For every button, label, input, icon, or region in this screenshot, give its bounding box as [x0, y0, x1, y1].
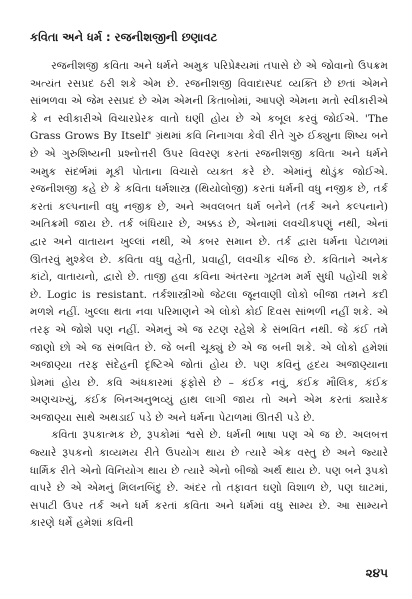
page-number: ૨૪૫ — [365, 566, 388, 580]
paragraph-1: રજનીશજી કવિતા અને ધર્મને અમુક પરિપ્રેક્ષ્યમાં તપાસે છે એ જોવાનો ઉપક્રમ અત્યંત રસપ્રદ ઠરી શકે એમ છે. રજનીશજી વિવાદાસ્પદ વ્યક્તિ છે છતાં એમને સાંભળવા એ જેમ રસપ્રદ છે એમ એમની કિતાબોમાં, આપણે એમના મતો સ્વીકારીએ કે ન સ્વીકારીએ વિચારપ્રેરક વાતો ઘણી હોય છે એ કબૂલ કરવું જોઈએ. 'The Grass Grows By Itself' ગ્રંથમાં કવિ નિનાગવા કેવી રીતે ગુરુ ઈક્યુના શિષ્ય બને છે એ ગુરુશિષ્યની પ્રશ્નોત્તરી ઉપર વિવરણ કરતાં રજનીશજી કવિતા અને ધર્મને અમુક સંદર્ભમાં મૂકી પોતાના વિચારો વ્યક્ત કરે છે. એમાંનું થોડુંક જોઈએ. રજનીશજી કહે છે કે કવિતા ધર્મશાસ્ત્ર (થિયોલોજી) કરતાં ધર્મની વધુ નજીક છે, તર્ક કરતાં કલ્પનાની વધુ નજીક છે, અને અવલબત ધર્મ બનેને (તર્ક અને કલ્પનાને) અતિક્રમી જાય છે. તર્ક બંધિયાર છે, અક્કડ છે, એનામાં લવચીકપણું નથી, એનાં દ્વાર અને વાતાયન ખુલ્લાં નથી, એ કબર સમાન છે. તર્ક દ્વારા ધર્મના પેટાળમાં ઊતરવું મુશ્કેલ છે. કવિતા વધુ વહેતી, પ્રવાહી, લવચીક ચીજ છે. કવિતાને અનેક કાંટો, વાતાયનો, દ્વારો છે. તાજી હવા કવિના અંતરના ગૂઢતમ મર્મ સુધી પહોંચી શકે છે. Logic is resistant. તર્કશાસ્ત્રીઓ જેટલા જૂનવાણી લોકો બીજા તમને કદી મળશે નહીં. ખુલ્લા થતા નવા પરિમાણને એ લોકો કોઈ દિવસ સાંભળી નહીં શકે. એ તરફ એ જોશે પણ નહીં. એમનું એ જ રટણ રહેશે કે સંભવિત નથી. જે કંઈ તમે જાણો છો એ જ સંભવિત છે. જે બની ચૂક્યું છે એ જ બની શકે. એ લોકો હમેશાં અજાણ્યા તરફ સંદેહની દૃષ્ટિએ જોતાં હોય છે. પણ કવિનું હૃદય અજાણ્યાના પ્રેમમાં હોય છે. કવિ અંધકારમાં ફંફોસે છે – કંઈક નવું, કંઈક મૌલિક, કંઈક અણચખ્યું, કંઈક બિનઅનુભવ્યું હાથ લાગી જાય તો અને એમ કરતાં ક્યારેક અજાણ્યા સાથે અથડાઈ પડે છે અને ધર્મના પેટાળમાં ઊતરી પડે છે. — [30, 60, 388, 424]
paragraph-2: કવિતા રૂપકાત્મક છે, રૂપકોમાં શ્વસે છે. ધર્મની ભાષા પણ એ જ છે. અલબત્ત જ્યારે રૂપકનો કાવ્યમય રીતે ઉપયોગ થાય છે ત્યારે એક વસ્તુ છે અને જ્યારે ધાર્મિક રીતે એનો વિનિયોગ થાય છે ત્યારે એનો બીજો અર્થ થાય છે. પણ બને રૂપકો વાપરે છે એ એમનું મિલનબિંદુ છે. અંદર તો તફાવત ઘણો વિશાળ છે, પણ ઘાટમાં, સપાટી ઉપર તર્ક અને ધર્મ કરતાં કવિતા અને ધર્મમાં વધુ સામ્ય છે. આ સામ્યને કારણે ધર્મે હમેશાં કવિની — [30, 429, 388, 530]
running-head: કવિતા અને ધર્મ : રજનીશજીની છણાવટ — [30, 30, 218, 44]
